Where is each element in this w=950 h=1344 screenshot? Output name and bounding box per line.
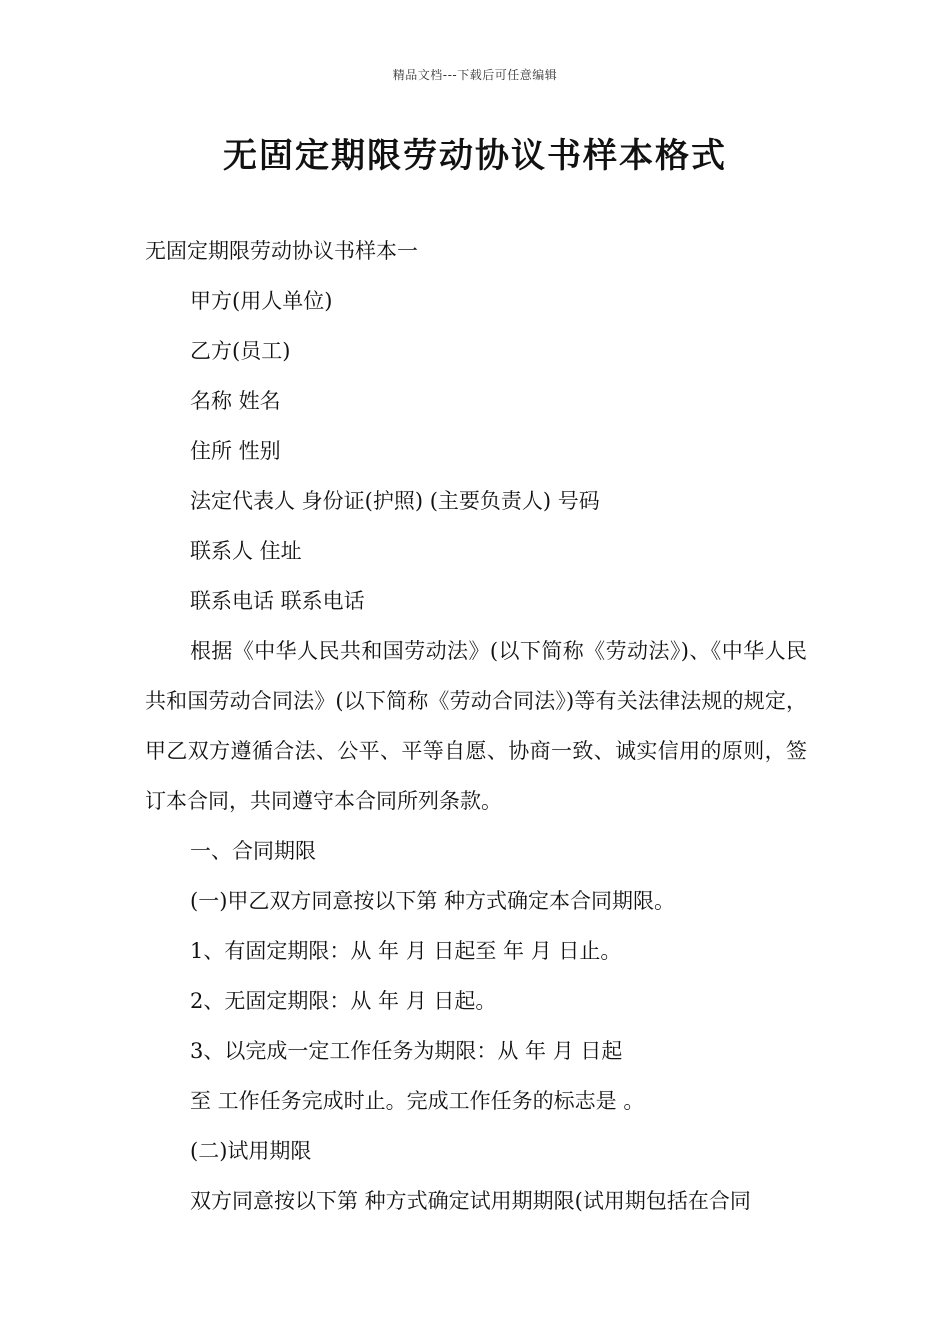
intro-paragraph: 根据《中华人民共和国劳动法》(以下简称《劳动法》)、《中华人民共和国劳动合同法》(以下简称《劳动合同法》)等有关法律法规的规定，甲乙双方遵循合法、公平、平等自愿、协商一致、诚实信用的原则，签订本合同，共同遵守本合同所列条款。 <box>145 639 807 813</box>
header-note: 精品文档---下载后可任意编辑 <box>392 68 558 82</box>
document-title: 无固定期限劳动协议书样本格式 <box>223 136 727 176</box>
document-body <box>145 226 807 1226</box>
representative-line: 法定代表人 身份证(护照) (主要负责人) 号码 <box>190 489 600 513</box>
term-item-1: 1、有固定期限：从 年 月 日起至 年 月 日止。 <box>190 939 622 963</box>
party-a-line: 甲方(用人单位) <box>190 289 333 313</box>
clause-2-text: 双方同意按以下第 种方式确定试用期期限(试用期包括在合同 <box>190 1189 751 1213</box>
clause-1-line: (一)甲乙双方同意按以下第 种方式确定本合同期限。 <box>190 889 676 913</box>
phone-line: 联系电话 联系电话 <box>190 589 365 613</box>
term-item-3: 3、以完成一定工作任务为期限：从 年 月 日起 <box>190 1039 623 1063</box>
contact-line: 联系人 住址 <box>190 539 302 563</box>
term-item-3-continued: 至 工作任务完成时止。完成工作任务的标志是 。 <box>190 1089 645 1113</box>
term-item-2: 2、无固定期限：从 年 月 日起。 <box>190 989 497 1013</box>
section-heading: 一、合同期限 <box>190 839 316 863</box>
clause-2-heading: (二)试用期限 <box>190 1139 312 1163</box>
address-line: 住所 性别 <box>190 439 281 463</box>
name-line: 名称 姓名 <box>190 389 281 413</box>
party-b-line: 乙方(员工) <box>190 339 291 363</box>
section-subtitle: 无固定期限劳动协议书样本一 <box>145 239 418 263</box>
